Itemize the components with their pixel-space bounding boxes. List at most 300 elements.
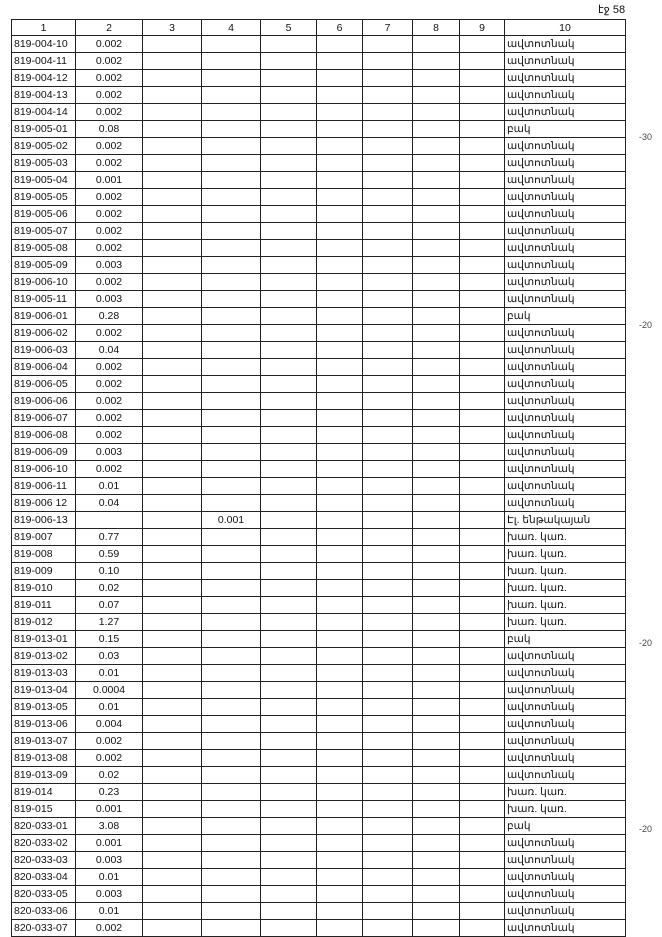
table-row — [12, 376, 626, 393]
empty-cell — [363, 767, 413, 784]
empty-cell — [363, 359, 413, 376]
parcel-code: 819-006-04 — [12, 359, 76, 376]
parcel-code: 819-006-10 — [12, 274, 76, 291]
area-value: 0.003 — [76, 852, 143, 869]
table-row — [12, 70, 626, 87]
empty-cell — [261, 427, 317, 444]
area-value-col4 — [202, 495, 261, 512]
parcel-code: 820-033-07 — [12, 920, 76, 937]
empty-cell — [413, 818, 460, 835]
empty-cell — [413, 70, 460, 87]
land-use: ավտոտնակ — [505, 291, 626, 308]
margin-mark: -20 — [638, 320, 652, 330]
column-header-7: 7 — [363, 20, 413, 36]
empty-cell — [261, 257, 317, 274]
area-value-col4 — [202, 172, 261, 189]
empty-cell — [363, 835, 413, 852]
empty-cell — [413, 733, 460, 750]
empty-cell — [413, 257, 460, 274]
parcel-code: 819-005-07 — [12, 223, 76, 240]
land-use: ավտոտնակ — [505, 903, 626, 920]
land-use: ավտոտնակ — [505, 342, 626, 359]
empty-cell — [317, 427, 363, 444]
empty-cell — [460, 733, 505, 750]
parcel-code: 819-013-02 — [12, 648, 76, 665]
table-row — [12, 53, 626, 70]
empty-cell — [261, 189, 317, 206]
table-row — [12, 308, 626, 325]
area-value-col4 — [202, 801, 261, 818]
empty-cell — [413, 784, 460, 801]
parcel-code: 819-007 — [12, 529, 76, 546]
empty-cell — [363, 529, 413, 546]
area-value-col4 — [202, 665, 261, 682]
parcel-code: 819-006-08 — [12, 427, 76, 444]
parcel-code: 819-013-06 — [12, 716, 76, 733]
parcel-code: 819-005-02 — [12, 138, 76, 155]
empty-cell — [143, 648, 202, 665]
area-value-col4 — [202, 682, 261, 699]
table-row — [12, 240, 626, 257]
empty-cell — [413, 393, 460, 410]
area-value: 0.03 — [76, 648, 143, 665]
empty-cell — [143, 733, 202, 750]
parcel-code: 820-033-02 — [12, 835, 76, 852]
table-row — [12, 172, 626, 189]
empty-cell — [363, 716, 413, 733]
empty-cell — [460, 121, 505, 138]
table-row — [12, 325, 626, 342]
land-use: ավտոտնակ — [505, 886, 626, 903]
empty-cell — [363, 393, 413, 410]
empty-cell — [363, 597, 413, 614]
cadastre-table — [11, 19, 626, 937]
empty-cell — [143, 257, 202, 274]
area-value-col4 — [202, 53, 261, 70]
empty-cell — [317, 733, 363, 750]
empty-cell — [317, 206, 363, 223]
table-row — [12, 801, 626, 818]
area-value-col4 — [202, 546, 261, 563]
empty-cell — [317, 529, 363, 546]
area-value-col4 — [202, 291, 261, 308]
table-row — [12, 903, 626, 920]
empty-cell — [413, 716, 460, 733]
empty-cell — [363, 750, 413, 767]
empty-cell — [460, 376, 505, 393]
empty-cell — [143, 784, 202, 801]
empty-cell — [363, 70, 413, 87]
area-value-col4 — [202, 257, 261, 274]
area-value: 1.27 — [76, 614, 143, 631]
empty-cell — [460, 427, 505, 444]
land-use: բակ — [505, 818, 626, 835]
empty-cell — [143, 716, 202, 733]
empty-cell — [413, 240, 460, 257]
empty-cell — [143, 121, 202, 138]
column-header-4: 4 — [202, 20, 261, 36]
empty-cell — [317, 393, 363, 410]
empty-cell — [413, 155, 460, 172]
land-use: ավտոտնակ — [505, 189, 626, 206]
empty-cell — [317, 444, 363, 461]
empty-cell — [317, 580, 363, 597]
land-use: ավտոտնակ — [505, 699, 626, 716]
empty-cell — [261, 631, 317, 648]
area-value: 0.003 — [76, 257, 143, 274]
empty-cell — [261, 767, 317, 784]
area-value-col4 — [202, 393, 261, 410]
empty-cell — [363, 121, 413, 138]
empty-cell — [413, 376, 460, 393]
empty-cell — [143, 614, 202, 631]
empty-cell — [143, 801, 202, 818]
land-use: ավտոտնակ — [505, 444, 626, 461]
empty-cell — [363, 512, 413, 529]
area-value-col4 — [202, 835, 261, 852]
empty-cell — [261, 155, 317, 172]
empty-cell — [143, 920, 202, 937]
empty-cell — [143, 87, 202, 104]
area-value-col4 — [202, 121, 261, 138]
empty-cell — [413, 903, 460, 920]
empty-cell — [413, 121, 460, 138]
empty-cell — [261, 580, 317, 597]
empty-cell — [261, 223, 317, 240]
land-use: ավտոտնակ — [505, 70, 626, 87]
empty-cell — [143, 274, 202, 291]
empty-cell — [143, 104, 202, 121]
table-row — [12, 206, 626, 223]
empty-cell — [363, 614, 413, 631]
empty-cell — [261, 869, 317, 886]
table-row — [12, 87, 626, 104]
empty-cell — [143, 410, 202, 427]
empty-cell — [460, 325, 505, 342]
empty-cell — [413, 750, 460, 767]
empty-cell — [317, 155, 363, 172]
land-use: ավտոտնակ — [505, 240, 626, 257]
area-value-col4 — [202, 240, 261, 257]
empty-cell — [460, 223, 505, 240]
empty-cell — [143, 512, 202, 529]
area-value-col4 — [202, 70, 261, 87]
empty-cell — [363, 665, 413, 682]
area-value: 0.02 — [76, 767, 143, 784]
empty-cell — [261, 291, 317, 308]
empty-cell — [460, 70, 505, 87]
area-value: 0.002 — [76, 189, 143, 206]
margin-mark: -20 — [638, 824, 652, 834]
empty-cell — [317, 121, 363, 138]
empty-cell — [460, 852, 505, 869]
empty-cell — [460, 631, 505, 648]
table-row — [12, 444, 626, 461]
area-value: 0.08 — [76, 121, 143, 138]
area-value: 0.59 — [76, 546, 143, 563]
empty-cell — [143, 682, 202, 699]
empty-cell — [413, 291, 460, 308]
empty-cell — [317, 87, 363, 104]
land-use: ավտոտնակ — [505, 920, 626, 937]
empty-cell — [143, 461, 202, 478]
empty-cell — [261, 325, 317, 342]
land-use: ավտոտնակ — [505, 155, 626, 172]
empty-cell — [261, 461, 317, 478]
empty-cell — [363, 733, 413, 750]
empty-cell — [460, 53, 505, 70]
empty-cell — [317, 869, 363, 886]
table-row — [12, 886, 626, 903]
empty-cell — [413, 597, 460, 614]
column-header-6: 6 — [317, 20, 363, 36]
parcel-code: 819-013-09 — [12, 767, 76, 784]
parcel-code: 820-033-01 — [12, 818, 76, 835]
empty-cell — [363, 104, 413, 121]
empty-cell — [261, 87, 317, 104]
land-use: ավտոտնակ — [505, 393, 626, 410]
empty-cell — [363, 223, 413, 240]
parcel-code: 819-008 — [12, 546, 76, 563]
empty-cell — [460, 750, 505, 767]
empty-cell — [460, 835, 505, 852]
area-value-col4: 0.001 — [202, 512, 261, 529]
table-row — [12, 478, 626, 495]
empty-cell — [460, 189, 505, 206]
table-row — [12, 36, 626, 53]
table-row — [12, 767, 626, 784]
empty-cell — [261, 818, 317, 835]
area-value: 0.23 — [76, 784, 143, 801]
parcel-code: 819-005-11 — [12, 291, 76, 308]
empty-cell — [413, 512, 460, 529]
area-value: 0.002 — [76, 155, 143, 172]
empty-cell — [317, 36, 363, 53]
empty-cell — [460, 359, 505, 376]
empty-cell — [413, 53, 460, 70]
table-row — [12, 512, 626, 529]
empty-cell — [143, 70, 202, 87]
empty-cell — [261, 784, 317, 801]
empty-cell — [363, 308, 413, 325]
empty-cell — [460, 104, 505, 121]
table-row — [12, 495, 626, 512]
empty-cell — [460, 308, 505, 325]
area-value-col4 — [202, 767, 261, 784]
area-value: 0.003 — [76, 291, 143, 308]
area-value: 0.002 — [76, 920, 143, 937]
empty-cell — [317, 597, 363, 614]
empty-cell — [317, 376, 363, 393]
area-value: 0.28 — [76, 308, 143, 325]
table-row — [12, 138, 626, 155]
empty-cell — [317, 614, 363, 631]
empty-cell — [460, 274, 505, 291]
empty-cell — [143, 563, 202, 580]
empty-cell — [460, 580, 505, 597]
empty-cell — [143, 155, 202, 172]
empty-cell — [261, 104, 317, 121]
land-use: խառ. կառ. — [505, 546, 626, 563]
area-value: 0.002 — [76, 325, 143, 342]
area-value-col4 — [202, 580, 261, 597]
column-header-9: 9 — [460, 20, 505, 36]
empty-cell — [143, 869, 202, 886]
empty-cell — [143, 529, 202, 546]
area-value: 0.10 — [76, 563, 143, 580]
empty-cell — [261, 376, 317, 393]
land-use: բակ — [505, 308, 626, 325]
table-row — [12, 529, 626, 546]
land-use: ավտոտնակ — [505, 53, 626, 70]
table-row — [12, 342, 626, 359]
parcel-code: 819-006-10 — [12, 461, 76, 478]
empty-cell — [460, 597, 505, 614]
table-row — [12, 274, 626, 291]
land-use: ավտոտնակ — [505, 869, 626, 886]
area-value-col4 — [202, 342, 261, 359]
parcel-code: 819-015 — [12, 801, 76, 818]
column-header-10: 10 — [505, 20, 626, 36]
empty-cell — [317, 767, 363, 784]
area-value-col4 — [202, 427, 261, 444]
area-value-col4 — [202, 36, 261, 53]
empty-cell — [143, 172, 202, 189]
empty-cell — [143, 342, 202, 359]
empty-cell — [363, 427, 413, 444]
empty-cell — [413, 529, 460, 546]
empty-cell — [413, 325, 460, 342]
empty-cell — [261, 240, 317, 257]
parcel-code: 819-005-01 — [12, 121, 76, 138]
area-value: 0.001 — [76, 835, 143, 852]
land-use: բակ — [505, 121, 626, 138]
empty-cell — [143, 478, 202, 495]
empty-cell — [143, 53, 202, 70]
area-value: 0.002 — [76, 274, 143, 291]
table-row — [12, 716, 626, 733]
empty-cell — [460, 172, 505, 189]
empty-cell — [413, 869, 460, 886]
empty-cell — [413, 427, 460, 444]
land-use: խառ. կառ. — [505, 597, 626, 614]
empty-cell — [317, 291, 363, 308]
area-value: 0.001 — [76, 801, 143, 818]
parcel-code: 819-005-03 — [12, 155, 76, 172]
land-use: ավտոտնակ — [505, 835, 626, 852]
empty-cell — [413, 699, 460, 716]
empty-cell — [413, 835, 460, 852]
table-row — [12, 461, 626, 478]
empty-cell — [413, 665, 460, 682]
parcel-code: 819-006-06 — [12, 393, 76, 410]
area-value: 0.002 — [76, 87, 143, 104]
table-row — [12, 920, 626, 937]
empty-cell — [317, 716, 363, 733]
area-value-col4 — [202, 920, 261, 937]
empty-cell — [460, 240, 505, 257]
parcel-code: 819-004-10 — [12, 36, 76, 53]
empty-cell — [317, 903, 363, 920]
empty-cell — [143, 36, 202, 53]
empty-cell — [143, 308, 202, 325]
empty-cell — [363, 257, 413, 274]
area-value-col4 — [202, 155, 261, 172]
table-row — [12, 291, 626, 308]
empty-cell — [460, 529, 505, 546]
empty-cell — [317, 631, 363, 648]
area-value-col4 — [202, 461, 261, 478]
empty-cell — [317, 512, 363, 529]
area-value-col4 — [202, 733, 261, 750]
area-value: 3.08 — [76, 818, 143, 835]
empty-cell — [413, 648, 460, 665]
empty-cell — [261, 920, 317, 937]
table-row — [12, 750, 626, 767]
empty-cell — [460, 342, 505, 359]
land-use: ավտոտնակ — [505, 172, 626, 189]
area-value-col4 — [202, 597, 261, 614]
empty-cell — [317, 359, 363, 376]
empty-cell — [143, 665, 202, 682]
empty-cell — [261, 36, 317, 53]
empty-cell — [413, 682, 460, 699]
area-value: 0.002 — [76, 138, 143, 155]
area-value-col4 — [202, 699, 261, 716]
area-value: 0.01 — [76, 478, 143, 495]
empty-cell — [143, 359, 202, 376]
header-row — [12, 20, 626, 36]
empty-cell — [413, 801, 460, 818]
area-value: 0.04 — [76, 342, 143, 359]
empty-cell — [261, 512, 317, 529]
empty-cell — [363, 376, 413, 393]
parcel-code: 819-005-09 — [12, 257, 76, 274]
table-row — [12, 155, 626, 172]
empty-cell — [363, 87, 413, 104]
land-use: խառ. կառ. — [505, 580, 626, 597]
empty-cell — [363, 342, 413, 359]
empty-cell — [363, 495, 413, 512]
empty-cell — [460, 36, 505, 53]
empty-cell — [413, 308, 460, 325]
table-row — [12, 733, 626, 750]
empty-cell — [460, 682, 505, 699]
empty-cell — [363, 852, 413, 869]
parcel-code: 819-013-03 — [12, 665, 76, 682]
parcel-code: 819-006-13 — [12, 512, 76, 529]
empty-cell — [261, 172, 317, 189]
parcel-code: 820-033-03 — [12, 852, 76, 869]
empty-cell — [460, 461, 505, 478]
empty-cell — [143, 597, 202, 614]
area-value: 0.003 — [76, 886, 143, 903]
table-row — [12, 121, 626, 138]
parcel-code: 819-013-04 — [12, 682, 76, 699]
empty-cell — [261, 716, 317, 733]
parcel-code: 820-033-04 — [12, 869, 76, 886]
empty-cell — [413, 206, 460, 223]
empty-cell — [363, 784, 413, 801]
empty-cell — [363, 563, 413, 580]
empty-cell — [317, 750, 363, 767]
area-value: 0.77 — [76, 529, 143, 546]
empty-cell — [460, 648, 505, 665]
area-value-col4 — [202, 631, 261, 648]
column-header-8: 8 — [413, 20, 460, 36]
empty-cell — [413, 138, 460, 155]
land-use: ավտոտնակ — [505, 257, 626, 274]
